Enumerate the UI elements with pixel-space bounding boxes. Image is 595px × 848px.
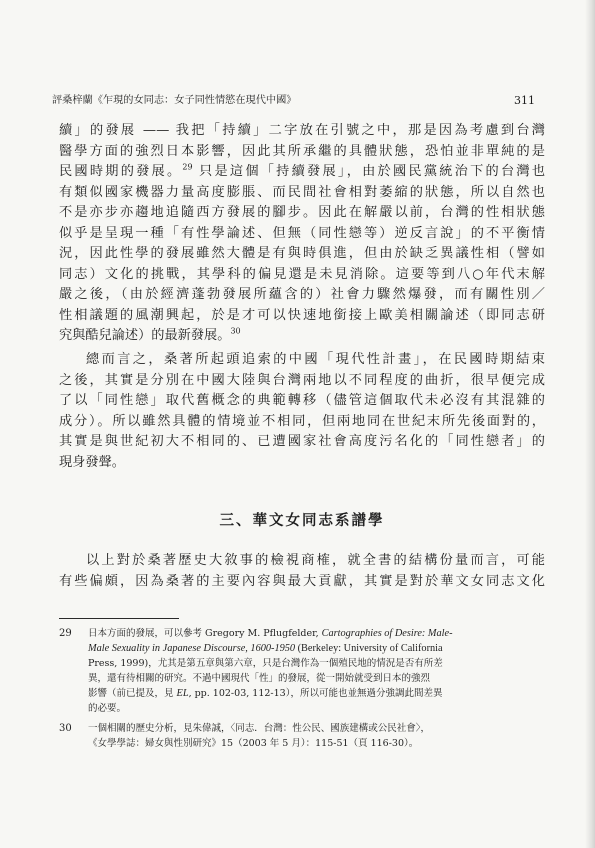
footnote-number: 30 [59, 723, 72, 734]
text-line: 有些偏頗，因為桑著的主要內容與最大貢獻，其實是對於華文女同志文化 [59, 573, 545, 589]
abbrev: EL [176, 688, 189, 699]
footnote-number: 29 [59, 628, 72, 639]
page-edge-shadow [585, 0, 595, 848]
footnote-30 [59, 721, 545, 751]
footnote-marker-30[interactable]: 30 [230, 327, 241, 337]
text-line: 嚴之後，（由於經濟蓬勃發展所蘊含的）社會力驟然爆發，而有關性別／ [59, 287, 545, 303]
text-line: 似乎是呈現一種「有性學論述、但無（同性戀等）逆反言說」的不平衡情 [59, 225, 545, 241]
footnote-line: 異，還有待相關的研究。不過中國現代「性」的發展，從一開始就受到日本的強烈 [88, 673, 431, 684]
paragraph-3 [59, 551, 545, 592]
text-span: , pp. 102-03, 112-13），所以可能也並無過分強調此間差異 [188, 688, 443, 699]
footnote-line: 一個相關的歷史分析，見朱偉誠，〈同志．台灣：性公民、國族建構或公民社會〉， [88, 723, 431, 734]
section-heading: 三、華文女同志系譜學 [219, 512, 385, 529]
text-line: 醫學方面的強烈日本影響，因此其所承繼的具體狀態，恐怕並非單純的是 [59, 143, 545, 159]
text-line: 其實是與世紀初大不相同的、已遭國家社會高度污名化的「同性戀者」的 [59, 434, 545, 450]
footnotes [59, 626, 545, 756]
text-span: 影響（前已提及，見 [88, 688, 177, 699]
footnote-29 [59, 626, 545, 716]
text-line: 了以「同性戀」取代舊概念的典範轉移（儘管這個取代未必沒有其混雜的 [59, 393, 545, 409]
footnote-line [88, 686, 545, 701]
paragraph-1 [59, 121, 545, 347]
footnote-line: Press, 1999)，尤其是第五章與第六章，只是台灣作為一個殖民地的情況是否有所差 [88, 658, 443, 669]
book-title: Cartographies of Desire: Male- [321, 628, 453, 639]
text-span: 日本方面的發展，可以參考 Gregory M. Pflugfelder, [88, 628, 322, 639]
text-line: 有類似國家機器力量高度膨脹、而民間社會相對萎縮的狀態，所以自然也 [59, 184, 545, 200]
paragraph-2 [59, 350, 545, 473]
text-line: 性相議題的風潮興起，於是才可以快速地銜接上歐美相關論述（即同志研 [59, 307, 545, 323]
footnote-line: 的必要。 [88, 703, 127, 714]
text-line: 成分）。所以雖然具體的情境並不相同，但兩地同在世紀末所先後面對的， [59, 413, 545, 429]
footnote-line [88, 626, 545, 641]
text-span: 只是這個「持續發展」，由於國民黨統治下的台灣也 [199, 164, 546, 180]
text-span: 究與酷兒論述）的最新發展。 [59, 328, 231, 344]
footnote-line [88, 641, 545, 656]
running-title: 評桑梓蘭《乍現的女同志：女子同性情慾在現代中國》 [52, 95, 297, 106]
text-line: 同志）文化的挑戰，其學科的偏見還是未見消除。這要等到八○年代末解 [59, 266, 545, 282]
text-line: 以上對於桑著歷史大敘事的檢視商榷，就全書的結構份量而言，可能 [86, 553, 545, 568]
text-line [59, 162, 545, 183]
footnote-divider [59, 618, 179, 619]
running-head [52, 93, 539, 109]
text-line: 現身發聲。 [59, 454, 125, 470]
text-span: (Berkeley: University of California [295, 643, 443, 654]
text-span: 民國時期的發展。 [59, 164, 183, 180]
text-line: 不是亦步亦趨地追隨西方發展的腳步。因此在解嚴以前，台灣的性相狀態 [59, 205, 545, 221]
text-line: 之後，其實是分別在中國大陸與台灣兩地以不同程度的曲折，很早便完成 [59, 372, 545, 388]
book-title: Male Sexuality in Japanese Discourse, 1600-1950 [88, 643, 296, 654]
footnote-marker-29[interactable]: 29 [182, 162, 193, 172]
footnote-line: 《女學學誌：婦女與性別研究》15（2003 年 5 月）：115-51（頁 116-30）。 [88, 738, 419, 749]
text-line: 總而言之，桑著所起頭追索的中國「現代性計畫」，在民國時期結束 [86, 352, 545, 367]
page-number: 311 [514, 94, 535, 107]
text-line: 況，因此性學的發展雖然大體是有與時俱進，但由於缺乏異議性相（譬如 [59, 246, 545, 262]
text-line: 續」的發展 —— 我把「持續」二字放在引號之中，那是因為考慮到台灣 [59, 123, 545, 138]
text-line [59, 326, 545, 347]
